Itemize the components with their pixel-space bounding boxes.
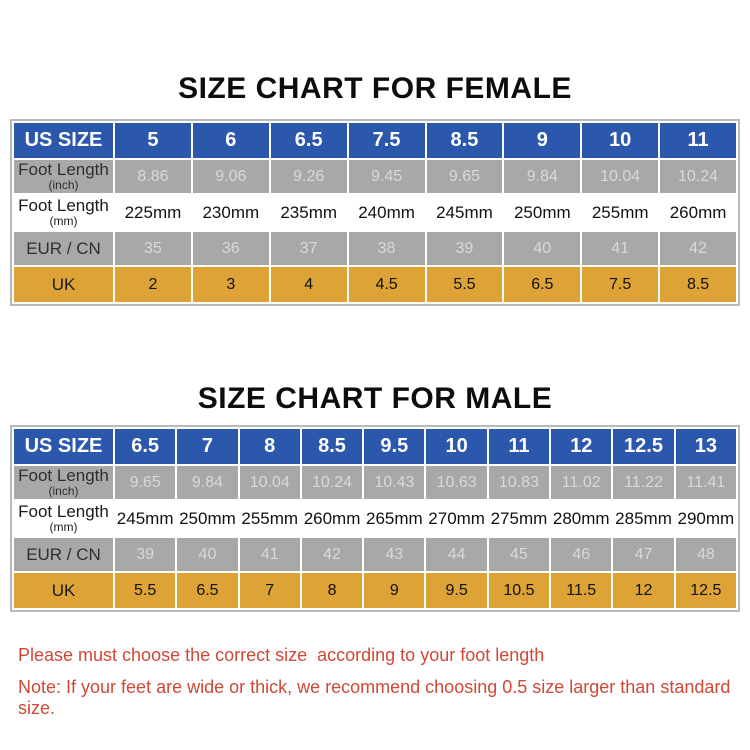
size-value: 39 (115, 538, 175, 571)
row-label: Foot Length (inch) (14, 160, 113, 193)
footnotes (18, 645, 743, 730)
size-value: 6.5 (504, 267, 580, 302)
us-size-header-label: US SIZE (14, 429, 113, 464)
size-value: 3 (193, 267, 269, 302)
size-value: 46 (551, 538, 611, 571)
size-value: 40 (504, 232, 580, 265)
size-value: 9.84 (177, 466, 237, 499)
size-value: 9.26 (271, 160, 347, 193)
size-value: 4.5 (349, 267, 425, 302)
size-value: 11.41 (676, 466, 736, 499)
size-value: 9.06 (193, 160, 269, 193)
size-value: 12 (613, 573, 673, 608)
size-value: 48 (676, 538, 736, 571)
us-size-value: 6.5 (271, 123, 347, 158)
size-value: 45 (489, 538, 549, 571)
us-size-header-label: US SIZE (14, 123, 113, 158)
us-size-value: 11 (660, 123, 736, 158)
row-label: Foot Length (mm) (14, 195, 113, 230)
table-row (14, 160, 736, 193)
size-value: 240mm (349, 195, 425, 230)
row-label: Foot Length (mm) (14, 501, 113, 536)
size-value: 260mm (660, 195, 736, 230)
size-value: 9.5 (426, 573, 486, 608)
size-value: 11.02 (551, 466, 611, 499)
size-value: 10.83 (489, 466, 549, 499)
table-row (14, 501, 736, 536)
us-size-header-row (14, 429, 736, 464)
size-value: 260mm (302, 501, 362, 536)
table-row (14, 466, 736, 499)
size-value: 36 (193, 232, 269, 265)
size-value: 10.63 (426, 466, 486, 499)
size-value: 245mm (115, 501, 175, 536)
row-label: EUR / CN (14, 538, 113, 571)
us-size-value: 8.5 (427, 123, 503, 158)
note-choose-correct-size: Please must choose the correct size according to your foot length (18, 645, 545, 665)
us-size-value: 10 (426, 429, 486, 464)
size-value: 41 (240, 538, 300, 571)
size-value: 6.5 (177, 573, 237, 608)
row-label: UK (14, 267, 113, 302)
row-sublabel: (inch) (48, 484, 79, 499)
size-value: 10.04 (240, 466, 300, 499)
us-size-value: 8 (240, 429, 300, 464)
size-value: 250mm (177, 501, 237, 536)
size-value: 290mm (676, 501, 736, 536)
us-size-value: 9.5 (364, 429, 424, 464)
size-value: 10.5 (489, 573, 549, 608)
female-size-table (10, 119, 740, 306)
row-sublabel: (mm) (49, 520, 78, 535)
size-value: 5.5 (115, 573, 175, 608)
size-value: 9.84 (504, 160, 580, 193)
size-value: 280mm (551, 501, 611, 536)
row-label: UK (14, 573, 113, 608)
us-size-value: 7.5 (349, 123, 425, 158)
size-value: 12.5 (676, 573, 736, 608)
size-value: 9.45 (349, 160, 425, 193)
size-value: 39 (427, 232, 503, 265)
size-value: 270mm (426, 501, 486, 536)
size-value: 42 (302, 538, 362, 571)
us-size-header-row (14, 123, 736, 158)
size-value: 41 (582, 232, 658, 265)
size-value: 275mm (489, 501, 549, 536)
size-value: 38 (349, 232, 425, 265)
size-value: 11.22 (613, 466, 673, 499)
us-size-value: 7 (177, 429, 237, 464)
size-value: 5.5 (427, 267, 503, 302)
note-wide-feet-recommendation: Note: If your feet are wide or thick, we recommend choosing 0.5 size larger than standard size. (18, 677, 736, 718)
us-size-value: 5 (115, 123, 191, 158)
table-row (14, 267, 736, 302)
size-value: 9.65 (115, 466, 175, 499)
size-value: 8.5 (660, 267, 736, 302)
us-size-value: 11 (489, 429, 549, 464)
size-value: 7.5 (582, 267, 658, 302)
size-value: 265mm (364, 501, 424, 536)
row-label: EUR / CN (14, 232, 113, 265)
us-size-value: 8.5 (302, 429, 362, 464)
size-value: 7 (240, 573, 300, 608)
size-value: 44 (426, 538, 486, 571)
size-value: 10.04 (582, 160, 658, 193)
us-size-value: 13 (676, 429, 736, 464)
size-value: 235mm (271, 195, 347, 230)
size-value: 37 (271, 232, 347, 265)
size-value: 8.86 (115, 160, 191, 193)
size-value: 47 (613, 538, 673, 571)
size-value: 285mm (613, 501, 673, 536)
us-size-value: 9 (504, 123, 580, 158)
size-value: 255mm (582, 195, 658, 230)
size-value: 10.43 (364, 466, 424, 499)
size-value: 255mm (240, 501, 300, 536)
size-value: 250mm (504, 195, 580, 230)
us-size-value: 10 (582, 123, 658, 158)
row-label: Foot Length (inch) (14, 466, 113, 499)
size-value: 4 (271, 267, 347, 302)
table-row (14, 538, 736, 571)
size-value: 10.24 (302, 466, 362, 499)
us-size-value: 12.5 (613, 429, 673, 464)
size-value: 245mm (427, 195, 503, 230)
size-value: 9 (364, 573, 424, 608)
size-value: 10.24 (660, 160, 736, 193)
row-sublabel: (mm) (49, 214, 78, 229)
us-size-value: 6 (193, 123, 269, 158)
size-value: 2 (115, 267, 191, 302)
male-size-table (10, 425, 740, 612)
table-row (14, 232, 736, 265)
size-value: 35 (115, 232, 191, 265)
size-value: 230mm (193, 195, 269, 230)
male-chart-title: SIZE CHART FOR MALE (197, 382, 553, 415)
size-value: 11.5 (551, 573, 611, 608)
size-value: 225mm (115, 195, 191, 230)
size-value: 9.65 (427, 160, 503, 193)
us-size-value: 12 (551, 429, 611, 464)
table-row (14, 573, 736, 608)
us-size-value: 6.5 (115, 429, 175, 464)
table-row (14, 195, 736, 230)
size-value: 42 (660, 232, 736, 265)
size-value: 8 (302, 573, 362, 608)
female-chart-title: SIZE CHART FOR FEMALE (178, 72, 572, 105)
size-value: 40 (177, 538, 237, 571)
size-value: 43 (364, 538, 424, 571)
row-sublabel: (inch) (48, 178, 79, 193)
